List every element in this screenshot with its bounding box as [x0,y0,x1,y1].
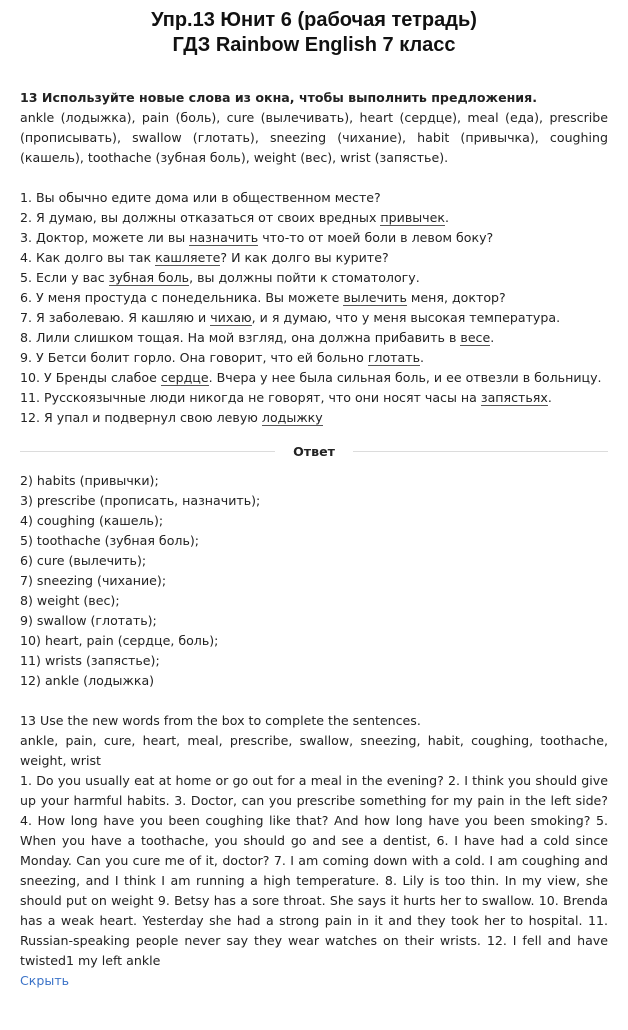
sentence-answer-word: запястьях [480,390,548,405]
sentence-text: 1. Вы обычно едите дома или в общественном месте? [20,190,381,205]
sentence-text-end: . [444,210,449,225]
sentence-list [20,188,608,428]
answer-item: 5) toothache (зубная боль); [20,533,200,548]
sentence-answer-word: кашляете [155,250,221,265]
english-heading: 13 Use the new words from the box to complete the sentences. [20,713,421,728]
answer-item: 10) heart, pain (сердце, боль); [20,633,219,648]
sentence-answer-word: привычек [380,210,445,225]
answer-item: 6) cure (вылечить); [20,553,147,568]
answer-list [20,471,608,691]
sentence-answer-word: вылечить [343,290,407,305]
answer-item: 12) ankle (лодыжка) [20,673,155,688]
sentence-text: 8. Лили слишком тощая. На мой взгляд, она должна прибавить в [20,330,461,345]
answer-divider [20,444,608,459]
page-title-line-2: ГДЗ Rainbow English 7 класс [172,34,456,56]
sentence-text-end: ? И как долго вы курите? [220,250,389,265]
task-heading: 13 Используйте новые слова из окна, чтобы выполнить предложения. [20,90,538,105]
sentence-text-end: меня, доктор? [406,290,506,305]
sentence-item [20,328,608,348]
sentence-text-end: . [547,390,552,405]
answer-item: 4) coughing (кашель); [20,513,164,528]
sentence-item [20,288,608,308]
sentence-item [20,268,608,288]
sentence-item [20,188,608,208]
sentence-text: 6. У меня простуда с понедельника. Вы можете [20,290,344,305]
sentence-text-end: . Вчера у нее была сильная боль, и ее отвезли в больницу. [208,370,602,385]
answer-item: 9) swallow (глотать); [20,613,157,628]
sentence-text: 2. Я думаю, вы должны отказаться от своих вредных [20,210,381,225]
hide-link[interactable]: Скрыть [20,973,70,988]
divider-line-right [353,451,608,452]
sentence-answer-word: лодыжку [261,410,323,425]
sentence-item [20,408,608,428]
sentence-answer-word: зубная боль [108,270,190,285]
sentence-item [20,388,608,408]
sentence-text-end: . [490,330,495,345]
page-title-line-1: Упр.13 Юнит 6 (рабочая тетрадь) [151,9,477,31]
sentence-text: 12. Я упал и подвернул свою левую [20,410,262,425]
answer-item: 3) prescribe (прописать, назначить); [20,493,261,508]
sentence-text-end: . [420,350,425,365]
english-word-list: ankle, pain, cure, heart, meal, prescribe, swallow, sneezing, habit, coughing, toothache, weight, wrist [20,733,608,768]
task-word-list: ankle (лодыжка), pain (боль), cure (вылечивать), heart (сердце), meal (еда), prescribe (прописывать), swallow (глотать), sneezing (чихание), habit (привычка), coughing (кашель), toothache (зубная боль), weight (вес), wrist (запястье). [20,110,608,165]
sentence-text: 3. Доктор, можете ли вы [20,230,190,245]
sentence-answer-word: чихаю [210,310,252,325]
sentence-item [20,208,608,228]
sentence-item [20,368,608,388]
sentence-text: 4. Как долго вы так [20,250,156,265]
sentence-text: 11. Русскоязычные люди никогда не говорят, что они носят часы на [20,390,481,405]
sentence-text: 7. Я заболеваю. Я кашляю и [20,310,211,325]
sentence-text: 5. Если у вас [20,270,109,285]
answer-item: 7) sneezing (чихание); [20,573,167,588]
sentence-item [20,248,608,268]
sentence-item [20,308,608,328]
sentence-answer-word: глотать [367,350,420,365]
sentence-text-end: , вы должны пойти к стоматологу. [189,270,420,285]
answer-label: Ответ [293,444,335,459]
sentence-item [20,348,608,368]
divider-line-left [20,451,275,452]
sentence-answer-word: назначить [189,230,259,245]
sentence-answer-word: весе [460,330,491,345]
sentence-answer-word: сердце [160,370,209,385]
answer-item: 2) habits (привычки); [20,473,159,488]
sentence-text-end: , и я думаю, что у меня высокая температура. [251,310,561,325]
answer-item: 8) weight (вес); [20,593,120,608]
english-sentences: 1. Do you usually eat at home or go out for a meal in the evening? 2. I think you should give up your harmful habits. 3. Doctor, can you prescribe something for my pain in the left side? 4. How long have you been coughing like that? And how long have you been smoking? 5. When you have a toothache, you should go and see a dentist, 6. I have had a cold since Monday. Can you cure me of it, doctor? 7. I am coming down with a cold. I am coughing and sneezing, and I think I am running a high temperature. 8. Lily is too thin. In my view, she should put on weight 9. Betsy has a sore throat. She says it hurts her to swallow. 10. Brenda has a weak heart. Yesterday she had a strong pain in it and they took her to hospital. 11. Russian-speaking people never say they wear watches on their wrists. 12. I fell and have twisted1 my left ankle [20,773,608,968]
sentence-text: 10. У Бренды слабое [20,370,161,385]
answer-item: 11) wrists (запястье); [20,653,160,668]
sentence-text: 9. У Бетси болит горло. Она говорит, что ей больно [20,350,368,365]
sentence-text-end: что-то от моей боли в левом боку? [258,230,494,245]
sentence-item [20,228,608,248]
